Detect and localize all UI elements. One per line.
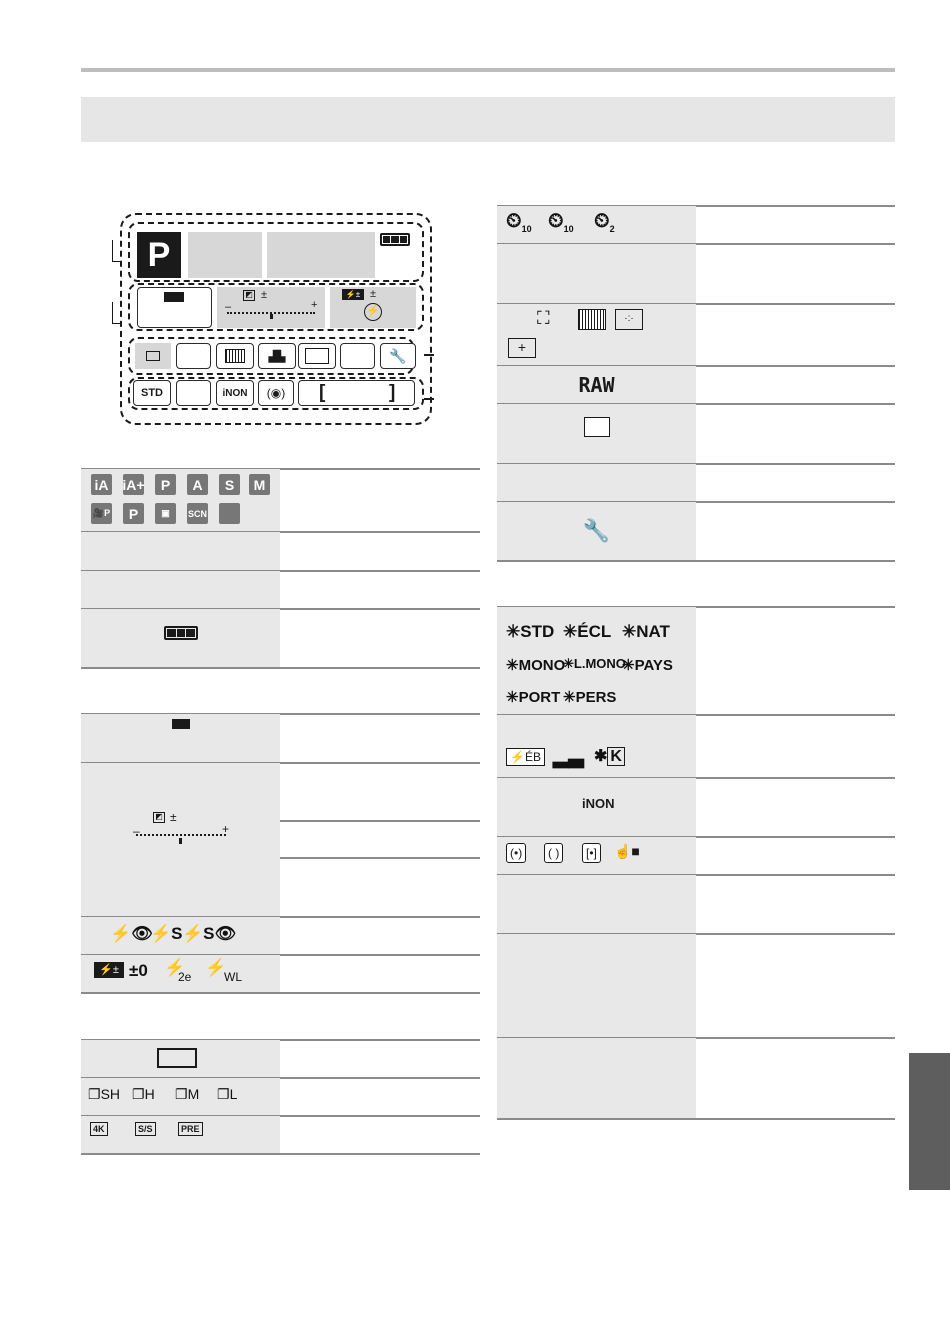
- style-mono-icon: ✳MONO: [506, 657, 566, 674]
- lcd-mode-badge: P: [137, 232, 181, 278]
- ev-comp-pm: ±: [170, 810, 177, 824]
- lcd-metering-box: [258, 380, 294, 406]
- lt-rule: [81, 1153, 480, 1155]
- ev-plus: +: [311, 299, 318, 311]
- ev-minus: –: [225, 301, 232, 313]
- section-header-bar: [81, 97, 895, 142]
- style-nat-icon: ✳NAT: [622, 622, 670, 641]
- ev-pm: ±: [261, 289, 268, 301]
- bracket-right: ]: [389, 382, 396, 403]
- rt-cell-13: [497, 934, 696, 1037]
- lcd-battery-icon: [380, 233, 410, 246]
- flash-off-icon: ⚡: [364, 303, 382, 321]
- burst-h-icon: ❐H: [132, 1086, 155, 1102]
- 4k-ss-icon: S/S: [135, 1122, 156, 1136]
- photo-style-label: STD: [141, 387, 163, 399]
- mode-movie-icon: 🎥P: [91, 503, 112, 524]
- lcd-box-r4-2: [176, 380, 211, 406]
- lt-rule: [81, 667, 480, 669]
- face-detect-icon: ⛶: [537, 308, 550, 328]
- highlight-shadow-icon: ▂▃: [553, 746, 584, 768]
- metering-icon: (◉): [266, 386, 286, 400]
- metering-multi-icon: (•): [506, 843, 526, 863]
- lt-mode-icons: [91, 474, 271, 526]
- ev-marker: [270, 314, 273, 319]
- mode-ia-plus-icon: iA+: [123, 474, 144, 495]
- flash-eb-icon: ⚡ÉB: [506, 748, 545, 766]
- chapter-side-tab[interactable]: [909, 1053, 950, 1190]
- lt-rule: [280, 820, 480, 822]
- mode-custom-icon: P: [123, 503, 144, 524]
- mode-p-icon: P: [155, 474, 176, 495]
- lcd-af-range-box: [298, 380, 415, 406]
- ia-non-icon: iNON: [582, 796, 615, 811]
- style-std-icon: ✳STD: [506, 622, 555, 641]
- ev-icon: ◩: [243, 290, 255, 301]
- rt-rule: [497, 1118, 895, 1120]
- 4k-pre-icon: PRE: [178, 1122, 203, 1136]
- flash-2nd-icon: ⚡: [164, 958, 186, 977]
- lt-rule: [280, 857, 480, 859]
- style-lmono-icon: ✳L.MONO: [563, 656, 626, 671]
- bracket-left: [: [319, 382, 326, 403]
- lt-cell-3: [81, 571, 280, 608]
- callout-row-4: [424, 398, 434, 400]
- timer-10-burst-icon: $⏲_{10}$: [548, 210, 574, 234]
- rt-rule: [497, 560, 895, 562]
- flash-adjust-box-icon: ⚡±: [94, 962, 124, 978]
- flash-2nd-label: 2e: [178, 970, 192, 984]
- mode-ia-icon: iA: [91, 474, 112, 495]
- pinpoint-icon: +: [508, 338, 536, 358]
- wb-k-icon: ✱ K: [594, 746, 625, 766]
- flash-slow-icon: ⚡S: [150, 924, 183, 943]
- mode-m-icon: M: [249, 474, 270, 495]
- rt-cell-14: [497, 1038, 696, 1118]
- ia-non-label: NON: [225, 387, 248, 399]
- lcd-focus-box: [298, 343, 336, 369]
- lcd-box-6: [340, 343, 375, 369]
- flash-redeye-icon: ⚡👁: [110, 924, 153, 943]
- style-pays-icon: ✳PAYS: [622, 657, 673, 674]
- lcd-gray-box-1: [188, 232, 262, 278]
- style-pers-icon: ✳PERS: [563, 689, 617, 706]
- lcd-quality-box: [137, 287, 212, 328]
- callout-row-1: [112, 240, 122, 262]
- rt-wrench-cell: [497, 502, 696, 560]
- burst-m-icon: ❐M: [175, 1086, 200, 1102]
- aspect-frame-icon: [584, 417, 610, 437]
- mode-a-icon: A: [187, 474, 208, 495]
- flash-adjust-icon: ⚡±: [342, 289, 364, 300]
- af-custom-icon: ▟▙: [268, 350, 286, 363]
- mode-scn-icon: SCN: [187, 503, 208, 524]
- timer-10-icon: $⏲_{10}$: [506, 210, 532, 234]
- flash-wireless-icon: ⚡: [205, 958, 227, 977]
- lcd-af-area-box: [216, 343, 254, 369]
- lcd-wb-box: [258, 343, 296, 369]
- lt-cell-2: [81, 532, 280, 570]
- multi-af-icon: [225, 349, 245, 363]
- style-ecl-icon: ✳ÉCL: [563, 622, 612, 641]
- lcd-flash-box: [330, 287, 416, 328]
- lcd-ia-box: i NON: [216, 380, 254, 406]
- lcd-photo-style-box: [133, 380, 171, 406]
- callout-row-2: [112, 302, 122, 324]
- ev-comp-marker: [179, 838, 182, 844]
- af-frame-icon: [305, 348, 329, 364]
- flash-slow-redeye-icon: ⚡S👁: [182, 924, 237, 943]
- white-rect-icon: [164, 292, 184, 302]
- burst-l-icon: ❐L: [217, 1086, 238, 1102]
- wrench-icon: 🔧: [389, 347, 407, 364]
- multi-area-icon: [578, 309, 606, 330]
- lcd-box-2: [176, 343, 211, 369]
- wrench-setup-icon: 🔧: [582, 518, 611, 543]
- ev-comp-scale: [136, 834, 226, 836]
- rt-cell-6: [497, 464, 696, 501]
- burst-sh-icon: ❐SH: [88, 1086, 121, 1102]
- callout-row-3: [424, 354, 434, 356]
- 4k-photo-icon: 4K: [90, 1122, 108, 1136]
- single-drive-icon: [157, 1048, 197, 1068]
- style-port-icon: ✳PORT: [506, 689, 561, 706]
- flash-pm: ±: [370, 288, 377, 300]
- mode-blank-icon: [219, 503, 240, 524]
- rt-raw-cell: [497, 366, 696, 403]
- metering-center-icon: ( ): [544, 843, 563, 863]
- battery-icon: [164, 626, 198, 640]
- raw-label: RAW: [578, 372, 615, 397]
- timer-2-icon: $⏲_2$: [594, 210, 615, 234]
- single-shot-icon: [146, 351, 160, 361]
- lcd-exposure-box: [217, 287, 325, 328]
- ev-comp-icon: ◩: [153, 812, 165, 823]
- lt-rule: [81, 992, 480, 994]
- lcd-wrench-box[interactable]: [380, 343, 416, 369]
- top-rule: [81, 68, 895, 72]
- mode-s-icon: S: [219, 474, 240, 495]
- custom-multi-icon: ·:·: [615, 309, 643, 330]
- ev-comp-plus: +: [222, 822, 230, 836]
- ev-comp-minus: –: [133, 824, 140, 838]
- metering-spot-icon: [•]: [582, 843, 601, 863]
- mode-panorama-icon: ▣: [155, 503, 176, 524]
- lcd-drive-box: [135, 343, 171, 369]
- lcd-gray-box-2: [267, 232, 375, 278]
- touch-af-icon: ☝■: [614, 843, 640, 859]
- rt-cell-2: [497, 244, 696, 303]
- flash-adjust-value: ±0: [129, 961, 148, 980]
- quality-icon: [172, 719, 190, 729]
- flash-wireless-label: WL: [224, 970, 242, 984]
- rt-cell-12: [497, 875, 696, 933]
